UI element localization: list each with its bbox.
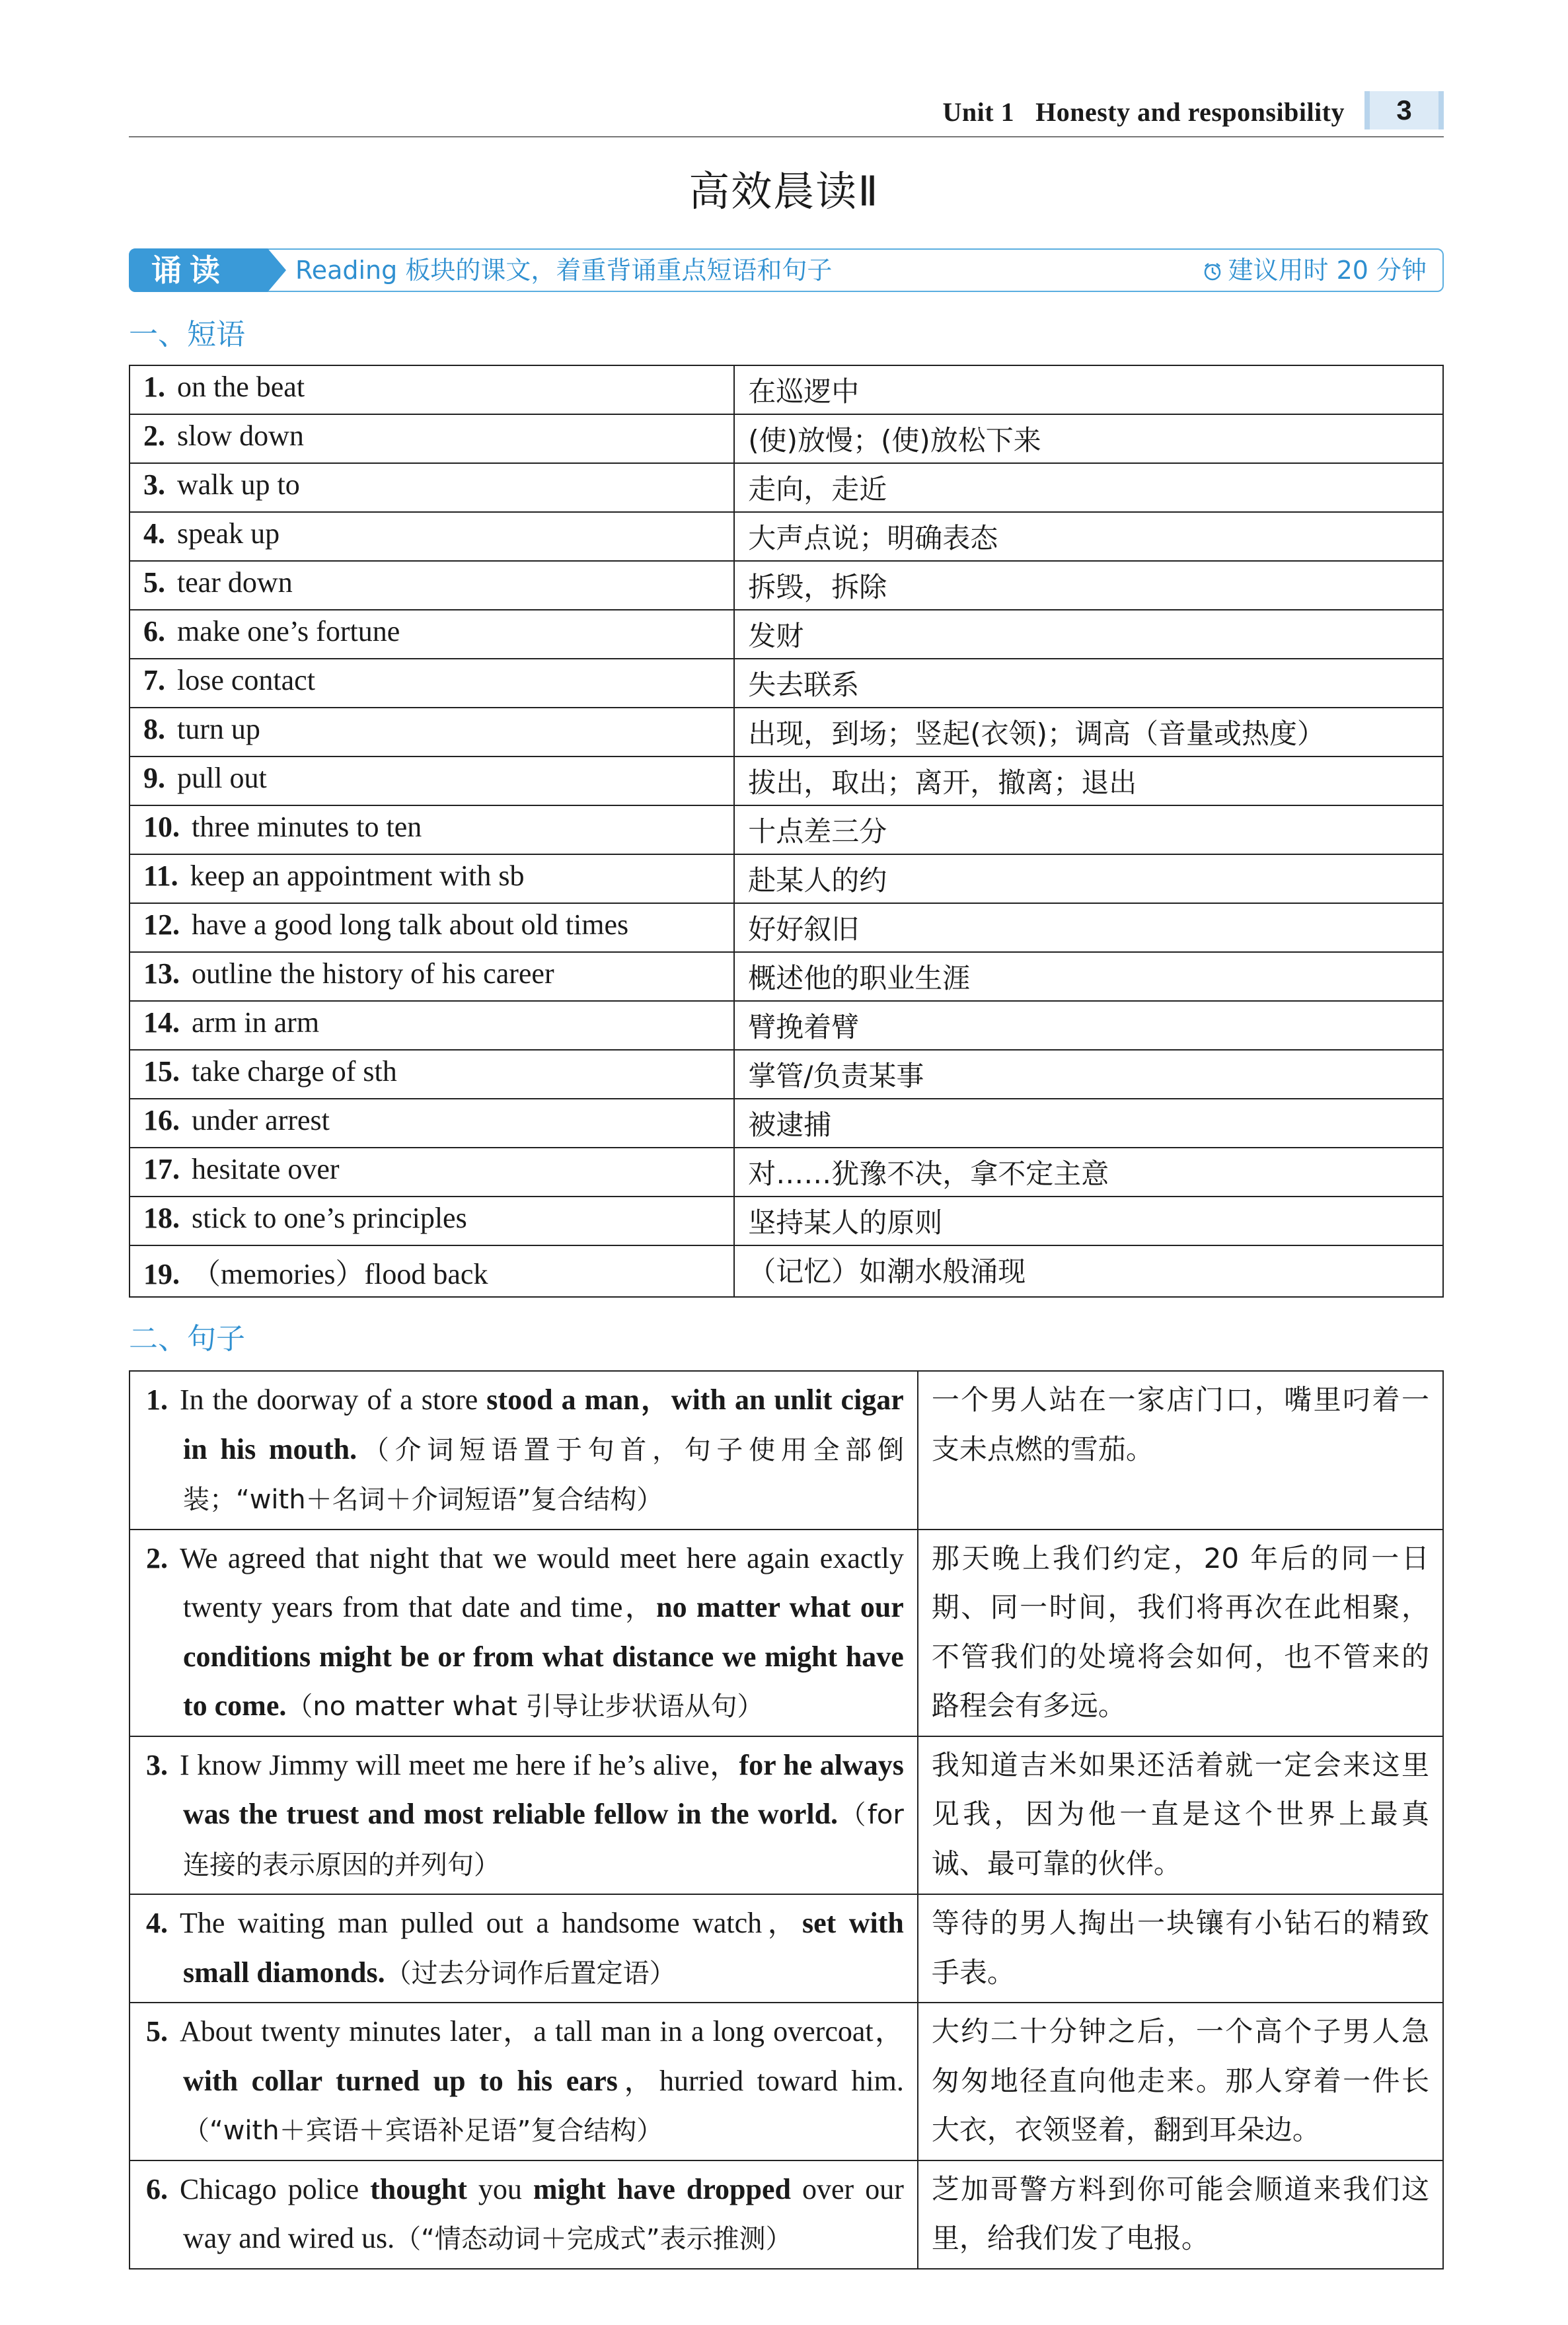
- phrase-chinese: （记忆）如潮水般涌现: [748, 1255, 1026, 1288]
- phrase-en-cell: [130, 757, 734, 805]
- sentence-text-mid: you: [467, 2172, 533, 2205]
- phrase-chinese: 拆毁，拆除: [748, 571, 887, 603]
- phrase-en-cell: [130, 1197, 734, 1245]
- grammar-note: （“情态动词＋完成式”表示推测）: [394, 2224, 792, 2254]
- phrase-cn-cell: [734, 757, 1443, 805]
- time-hint-text: 建议用时 20 分钟: [1228, 256, 1427, 285]
- sentences-table: [129, 1370, 1444, 2270]
- phrase-number: 10.: [143, 811, 180, 843]
- phrase-cn-cell: [734, 1099, 1443, 1148]
- sentence-text: I know Jimmy will meet me here if he’s alive，: [180, 1748, 739, 1781]
- grammar-note: （no matter what 引导让步状语从句）: [286, 1691, 764, 1722]
- sentence-number: 1.: [146, 1384, 168, 1416]
- sentence-translation: 一个男人站在一家店门口，嘴里叼着一支未点燃的雪茄。: [931, 1384, 1429, 1465]
- phrase-en-cell: [130, 414, 734, 463]
- phrase-cn-cell: [734, 414, 1443, 463]
- sentence-translation: 我知道吉米如果还活着就一定会来这里见我，因为他一直是这个世界上最真诚、最可靠的伙伴。: [931, 1748, 1429, 1880]
- phrase-number: 1.: [143, 371, 165, 403]
- phrase-chinese: 失去联系: [748, 669, 860, 701]
- phrase-chinese: 大声点说；明确表态: [748, 522, 998, 554]
- phrase-en-cell: [130, 1050, 734, 1099]
- phrase-row: [130, 512, 1443, 561]
- phrase-chinese: 好好叙旧: [748, 913, 860, 945]
- phrase-english: lose contact: [177, 664, 315, 696]
- phrase-row: [130, 561, 1443, 610]
- phrase-number: 11.: [143, 860, 178, 892]
- sentence-number: 5.: [146, 2015, 168, 2048]
- sentence-en-cell: [130, 1371, 918, 1530]
- phrase-chinese: 赴某人的约: [748, 864, 887, 897]
- sentence-cn-cell: [918, 1371, 1443, 1530]
- sentences-heading: 二、句子: [129, 1322, 245, 1356]
- phrases-heading: 一、短语: [129, 318, 245, 351]
- sentence-cn-cell: [918, 2160, 1443, 2269]
- phrase-number: 12.: [143, 908, 180, 941]
- sentence-row: [130, 2003, 1443, 2160]
- phrase-row: [130, 1245, 1443, 1297]
- phrase-chinese: 走向，走近: [748, 473, 887, 505]
- phrase-english: under arrest: [192, 1104, 330, 1136]
- sentence-text: We agreed that night that we would meet here again exactly twenty years from that date and time，: [180, 1541, 904, 1623]
- phrase-english: pull out: [177, 762, 267, 794]
- phrase-chinese: 坚持某人的原则: [748, 1206, 943, 1239]
- sentence-number: 2.: [146, 1541, 168, 1574]
- grammar-note: （过去分词作后置定语）: [385, 1958, 676, 1989]
- phrase-number: 3.: [143, 468, 165, 501]
- phrase-chinese: 发财: [748, 620, 804, 652]
- running-title: [943, 96, 1345, 128]
- sentence-text-end: over our way and wired us.: [183, 2172, 904, 2254]
- phrase-chinese: 在巡逻中: [748, 375, 860, 408]
- page-title: 高效晨读Ⅱ: [689, 167, 879, 215]
- sentence-translation: 芝加哥警方料到你可能会顺道来我们这里，给我们发了电报。: [931, 2172, 1429, 2254]
- phrase-cn-cell: [734, 805, 1443, 854]
- phrase-chinese: 出现，到场；竖起(衣领)；调高（音量或热度）: [748, 718, 1325, 750]
- sentence-text: In the doorway of a store: [180, 1384, 487, 1416]
- phrase-cn-cell: [734, 610, 1443, 659]
- phrase-en-cell: [130, 1001, 734, 1050]
- phrase-number: 5.: [143, 566, 165, 599]
- phrase-cn-cell: [734, 561, 1443, 610]
- phrase-cn-cell: [734, 854, 1443, 903]
- sentence-key-part: with collar turned up to his ears: [183, 2064, 618, 2097]
- sentence-text: Chicago police: [180, 2172, 371, 2205]
- unit-title: Honesty and responsibility: [1035, 97, 1345, 127]
- phrase-row: [130, 1001, 1443, 1050]
- sentence-number: 4.: [146, 1907, 168, 1939]
- phrase-chinese: 被逮捕: [748, 1109, 832, 1141]
- alarm-clock-icon: [1203, 262, 1222, 281]
- sentence-row: [130, 1894, 1443, 2003]
- sentence-en-cell: [130, 1530, 918, 1736]
- sentence-row: [130, 1736, 1443, 1895]
- phrases-table: [129, 365, 1444, 1298]
- sentence-cn-cell: [918, 1530, 1443, 1736]
- phrase-en-cell: [130, 1245, 734, 1297]
- phrase-en-cell: [130, 512, 734, 561]
- phrase-cn-cell: [734, 365, 1443, 414]
- time-hint: [1203, 250, 1427, 291]
- phrase-row: [130, 1197, 1443, 1245]
- sentence-text: The waiting man pulled out a handsome watch，: [180, 1907, 802, 1939]
- phrase-english: outline the history of his career: [192, 957, 554, 990]
- phrase-row: [130, 659, 1443, 708]
- phrase-en-cell: [130, 708, 734, 757]
- phrase-english: take charge of sth: [192, 1055, 397, 1088]
- phrase-row: [130, 1148, 1443, 1197]
- sentence-key-part: stood a man，with an unlit cigar in his mouth.: [183, 1384, 904, 1465]
- banner-instruction: Reading 板块的课文，着重背诵重点短语和句子: [295, 256, 833, 285]
- phrase-row: [130, 952, 1443, 1001]
- phrase-en-cell: [130, 463, 734, 512]
- phrase-en-cell: [130, 854, 734, 903]
- sentence-text-mid: ，hurried toward him.: [617, 2064, 904, 2097]
- sentence-en-cell: [130, 2003, 918, 2160]
- sentence-number: 3.: [146, 1748, 168, 1781]
- phrase-row: [130, 414, 1443, 463]
- phrase-number: 4.: [143, 517, 165, 550]
- phrase-english: have a good long talk about old times: [192, 908, 629, 941]
- sentence-cn-cell: [918, 1894, 1443, 2003]
- phrase-row: [130, 365, 1443, 414]
- sentence-cn-cell: [918, 1736, 1443, 1895]
- phrase-row: [130, 854, 1443, 903]
- phrase-cn-cell: [734, 1001, 1443, 1050]
- phrase-number: 9.: [143, 762, 165, 794]
- phrase-row: [130, 1099, 1443, 1148]
- phrase-chinese: 十点差三分: [748, 815, 887, 848]
- sentence-number: 6.: [146, 2172, 168, 2205]
- phrase-cn-cell: [734, 1148, 1443, 1197]
- phrase-en-cell: [130, 1148, 734, 1197]
- phrase-number: 6.: [143, 615, 165, 647]
- sentence-cn-cell: [918, 2003, 1443, 2160]
- phrase-en-cell: [130, 659, 734, 708]
- recite-tag: 诵读: [129, 248, 268, 292]
- unit-label: Unit 1: [942, 97, 1015, 127]
- sentence-key-part: for he always was the truest and most reliable fellow in the world.: [183, 1748, 904, 1830]
- phrase-english: （memories）flood back: [192, 1258, 488, 1290]
- phrase-english: three minutes to ten: [192, 811, 422, 843]
- page-header: [129, 91, 1444, 137]
- phrase-chinese: 臂挽着臂: [748, 1011, 860, 1043]
- phrase-number: 2.: [143, 420, 165, 452]
- tag-arrow-icon: [268, 248, 286, 292]
- phrase-en-cell: [130, 561, 734, 610]
- phrase-english: arm in arm: [192, 1006, 320, 1039]
- phrase-en-cell: [130, 952, 734, 1001]
- sentence-key-part: set with small diamonds.: [183, 1907, 904, 1989]
- phrase-english: slow down: [177, 420, 304, 452]
- phrase-row: [130, 610, 1443, 659]
- phrase-number: 7.: [143, 664, 165, 696]
- phrase-english: turn up: [177, 713, 260, 745]
- sentence-key-part: thought: [370, 2172, 467, 2205]
- phrase-number: 13.: [143, 957, 180, 990]
- page-number: 3: [1364, 91, 1444, 129]
- sentence-translation: 等待的男人掏出一块镶有小钻石的精致手表。: [931, 1907, 1429, 1989]
- phrase-english: on the beat: [177, 371, 305, 403]
- phrase-english: speak up: [177, 517, 280, 550]
- phrase-en-cell: [130, 805, 734, 854]
- sentence-translation: 那天晚上我们约定，20 年后的同一日期、同一时间，我们将再次在此相聚，不管我们的处境将会如何，也不管来的路程会有多远。: [931, 1541, 1429, 1722]
- phrase-cn-cell: [734, 1245, 1443, 1297]
- sentence-translation: 大约二十分钟之后，一个高个子男人急匆匆地径直向他走来。那人穿着一件长大衣，衣领竖着，翻到耳朵边。: [931, 2015, 1429, 2146]
- phrase-en-cell: [130, 1099, 734, 1148]
- sentence-key-part: no matter what our conditions might be or from what distance we might have to come.: [183, 1591, 904, 1722]
- phrase-cn-cell: [734, 1050, 1443, 1099]
- sentence-en-cell: [130, 2160, 918, 2269]
- phrase-row: [130, 805, 1443, 854]
- phrase-number: 15.: [143, 1055, 180, 1088]
- reading-banner: [129, 248, 1444, 292]
- sentence-en-cell: [130, 1736, 918, 1895]
- phrase-english: make one’s fortune: [177, 615, 400, 647]
- phrase-number: 16.: [143, 1104, 180, 1136]
- sentence-en-cell: [130, 1894, 918, 2003]
- phrase-row: [130, 903, 1443, 952]
- phrase-row: [130, 463, 1443, 512]
- sentence-text: About twenty minutes later，a tall man in a long overcoat，: [180, 2015, 904, 2048]
- phrase-chinese: 概述他的职业生涯: [748, 962, 971, 994]
- phrase-chinese: 掌管/负责某事: [748, 1060, 924, 1092]
- phrase-cn-cell: [734, 463, 1443, 512]
- phrase-english: tear down: [177, 566, 293, 599]
- phrase-english: walk up to: [177, 468, 300, 501]
- grammar-note: （for 连接的表示原因的并列句）: [183, 1800, 904, 1880]
- phrase-en-cell: [130, 903, 734, 952]
- phrase-number: 14.: [143, 1006, 180, 1039]
- phrase-cn-cell: [734, 952, 1443, 1001]
- grammar-note: （介词短语置于句首，句子使用全部倒装；“with＋名词＋介词短语”复合结构）: [183, 1434, 904, 1515]
- phrase-row: [130, 708, 1443, 757]
- phrase-row: [130, 757, 1443, 805]
- phrase-row: [130, 1050, 1443, 1099]
- phrase-cn-cell: [734, 903, 1443, 952]
- phrase-number: 19.: [143, 1258, 180, 1290]
- sentence-row: [130, 2160, 1443, 2269]
- phrase-number: 8.: [143, 713, 165, 745]
- phrase-cn-cell: [734, 512, 1443, 561]
- phrase-cn-cell: [734, 1197, 1443, 1245]
- phrase-english: hesitate over: [192, 1153, 340, 1185]
- phrase-chinese: 拔出，取出；离开，撤离；退出: [748, 766, 1137, 799]
- phrase-number: 18.: [143, 1202, 180, 1234]
- sentence-row: [130, 1371, 1443, 1530]
- phrase-cn-cell: [734, 708, 1443, 757]
- phrase-en-cell: [130, 610, 734, 659]
- sentence-row: [130, 1530, 1443, 1736]
- phrase-english: keep an appointment with sb: [190, 860, 525, 892]
- phrase-chinese: (使)放慢；(使)放松下来: [748, 424, 1041, 457]
- phrase-chinese: 对……犹豫不决，拿不定主意: [748, 1158, 1109, 1190]
- phrase-english: stick to one’s principles: [192, 1202, 467, 1234]
- phrase-cn-cell: [734, 659, 1443, 708]
- phrase-number: 17.: [143, 1153, 180, 1185]
- grammar-note: （“with＋宾语＋宾语补足语”复合结构）: [183, 2116, 663, 2146]
- sentence-key-part-2: might have dropped: [533, 2172, 792, 2205]
- phrase-en-cell: [130, 365, 734, 414]
